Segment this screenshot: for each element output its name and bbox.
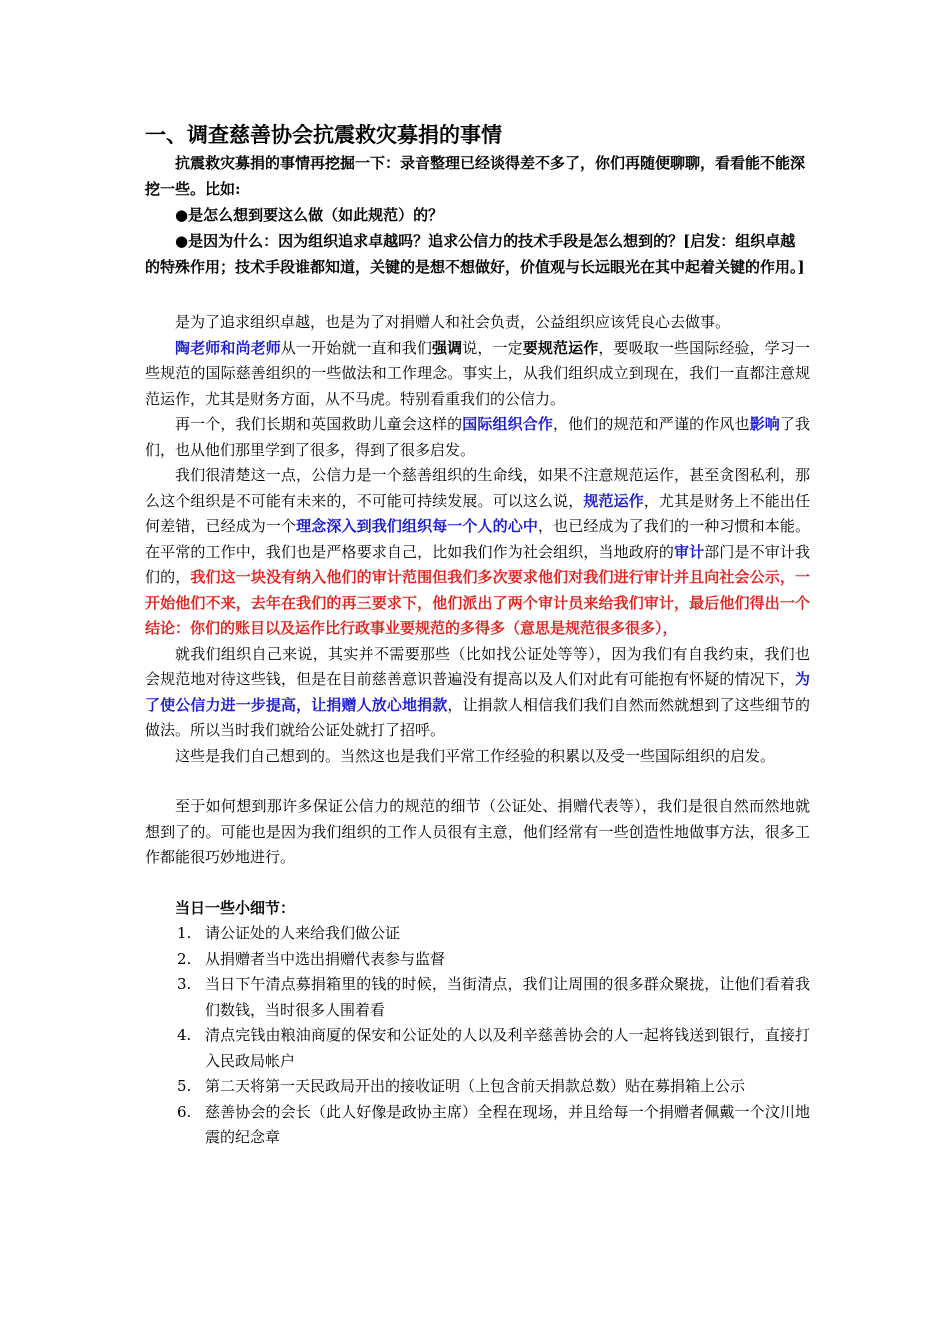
text-span: 就我们组织自己来说，其实并不需要那些（比如找公证处等等），因为我们有自我约束，我们也会规范地对待这些钱，但是在目前慈善意识普遍没有提高以及人们对此有可能抱有怀疑的情况下， [145,644,810,688]
list-number: 3. [177,975,192,993]
text-span: ，尤其是财务上不能出任何差错，已经成为一个 [145,491,810,535]
paragraph-5 [145,642,810,744]
emphasis-audit-story: 我们这一块没有纳入他们的审计范围但我们多次要求他们对我们进行审计并且向社会公示，一开始他们不来，去年在我们的再三要求下，他们派出了两个审计员来给我们审计，最后他们得出一个结论：你们的账目以及运作比行政事业要规范的多得多（意思是规范很多很多）， [145,568,810,637]
emphasis-audit: 审计 [674,542,705,561]
intro-line: 抗震救灾募捐的事情再挖掘一下：录音整理已经谈得差不多了，你们再随便聊聊，看看能不能深挖一些。比如: [145,154,806,198]
text-span: ，要吸取一些国际经验，学习一些规范的国际慈善组织的一些做法和工作理念。事实上，从我们组织成立到现在，我们一直都注意规范运作，尤其是财务方面，从不马虎。特别看重我们的公信力。 [145,338,810,408]
list-item [145,972,810,1023]
emphasis-concept: 理念深入到我们组织每一个人的心中 [296,517,539,535]
emphasis-stress: 强调 [432,338,463,357]
paragraph-1: 是为了追求组织卓越，也是为了对捐赠人和社会负责，公益组织应该凭良心去做事。 [175,313,731,331]
emphasis-standard-operation: 规范运作 [583,491,644,510]
emphasis-standard-operation: 要规范运作 [522,338,599,357]
list-item [145,1100,810,1151]
paragraph-3 [145,412,810,463]
list-item [145,1074,810,1100]
intro-block [145,150,810,280]
spacer [145,769,810,794]
intro-bullet-2: ●是因为什么：因为组织追求卓越吗？追求公信力的技术手段是怎么想到的？[启发：组织卓越的特殊作用；技术手段谁都知道，关键的是想不想做好，价值观与长远眼光在其中起着关键的作用。] [145,232,805,276]
text-span: 部门是不审计我们的， [145,542,810,586]
document-content [145,120,810,1151]
list-number: 5. [177,1077,192,1095]
list-number: 1. [177,924,192,942]
list-text: 从捐赠者当中选出捐赠代表参与监督 [205,949,446,968]
answer-body [145,310,810,1151]
intro-bullet-1: ●是怎么想到要这么做（如此规范）的？ [175,206,444,224]
text-span: ，也已经成为了我们的一种习惯和本能。在平常的工作中，我们也是严格要求自己，比如我们作为社会组织，当地政府的 [145,517,810,561]
spacer [145,871,810,896]
list-text: 第二天将第一天民政局开出的接收证明（上包含前天捐款总数）贴在募捐箱上公示 [205,1077,746,1095]
emphasis-credibility: 为了使公信力进一步提高，让捐赠人放心地捐款 [145,670,810,714]
emphasis-influence: 影响 [749,415,780,433]
paragraph-2 [145,336,810,413]
section-heading: 一、调查慈善协会抗震救灾募捐的事情 [145,123,502,147]
emphasis-intl-cooperation: 国际组织合作 [462,415,554,433]
spacer [145,280,810,310]
text-span: 再一个，我们长期和英国救助儿童会这样的 [175,415,463,433]
list-item [145,1023,810,1074]
list-text: 清点完钱由粮油商厦的保安和公证处的人以及利辛慈善协会的人一起将钱送到银行，直接打入民政局帐户 [205,1026,810,1070]
emphasis-teachers: 陶老师和尚老师 [175,338,281,357]
text-span: ，他们的规范和严谨的作风也 [553,415,750,433]
paragraph-6: 这些是我们自己想到的。当然这也是我们平常工作经验的积累以及受一些国际组织的启发。 [175,746,776,765]
details-list [145,921,810,1151]
list-number: 6. [177,1102,192,1121]
list-item [145,921,810,947]
text-span: 了我们，也从他们那里学到了很多，得到了很多启发。 [145,415,810,459]
text-span: 说，一定 [462,338,523,357]
list-text: 慈善协会的会长（此人好像是政协主席）全程在现场，并且给每一个捐赠者佩戴一个汶川地震的纪念章 [205,1102,810,1146]
paragraph-7: 至于如何想到那许多保证公信力的规范的细节（公证处、捐赠代表等），我们是很自然而然地就想到了的。可能也是因为我们组织的工作人员很有主意，他们经常有一些创造性地做事方法，很多工作都能很巧妙地进行。 [145,797,810,866]
text-span: 从一开始就一直和我们 [280,338,433,357]
details-title: 当日一些小细节： [175,898,296,917]
paragraph-4 [145,463,810,642]
text-span: ，让捐款人相信我们我们自然而然就想到了这些细节的做法。所以当时我们就给公证处就打了招呼。 [145,695,810,739]
list-number: 2. [177,949,192,968]
list-item [145,947,810,973]
list-number: 4. [177,1026,192,1044]
list-text: 当日下午清点募捐箱里的钱的时候，当街清点，我们让周围的很多群众聚拢，让他们看着我们数钱，当时很多人围着看 [205,975,810,1019]
list-text: 请公证处的人来给我们做公证 [205,924,401,942]
text-span: 我们很清楚这一点，公信力是一个慈善组织的生命线，如果不注意规范运作，甚至贪图私利，那么这个组织是不可能有未来的，不可能可持续发展。可以这么说， [145,466,810,510]
